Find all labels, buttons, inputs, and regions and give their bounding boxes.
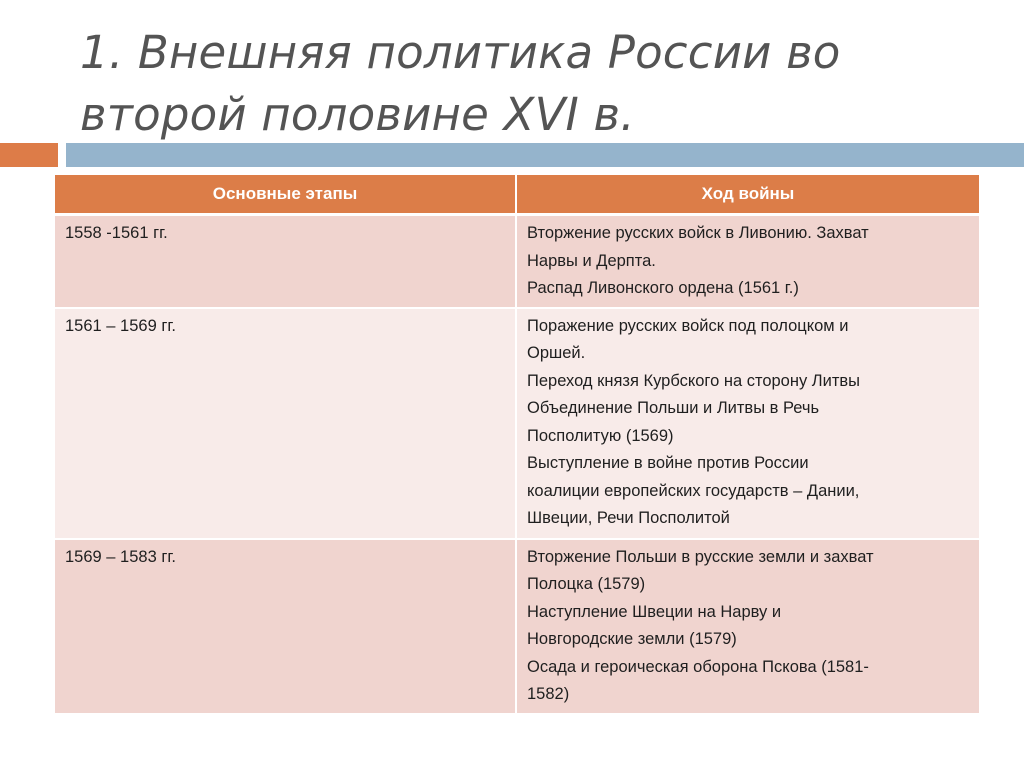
slide-title-line-1: 1. Внешняя политика России во xyxy=(80,26,841,79)
event-line: Полоцка (1579) xyxy=(527,575,646,593)
stage-cell: 1561 – 1569 гг. xyxy=(55,308,516,539)
event-line: Швеции, Речи Посполитой xyxy=(527,509,730,527)
slide-title xyxy=(80,22,980,146)
event-line: Поражение русских войск под полоцком и xyxy=(527,316,849,335)
event-line: Объединение Польши и Литвы в Речь xyxy=(527,399,820,417)
event-line: Посполитую (1569) xyxy=(527,426,674,445)
table-row xyxy=(55,539,979,714)
header-course-of-war: Ход войны xyxy=(516,175,979,215)
event-line: Вторжение русских войск в Ливонию. Захват xyxy=(527,224,869,242)
accent-bar-orange xyxy=(0,143,58,167)
table-header-row xyxy=(55,175,979,215)
event-line: Распад Ливонского ордена (1561 г.) xyxy=(527,279,799,297)
event-line: Наступление Швеции на Нарву и xyxy=(527,602,782,621)
table-row xyxy=(55,215,979,308)
event-line: Новгородские земли (1579) xyxy=(527,630,737,648)
events-cell xyxy=(516,308,979,539)
stage-cell: 1569 – 1583 гг. xyxy=(55,539,516,714)
header-main-stages: Основные этапы xyxy=(55,175,516,215)
event-line: Нарвы и Дерпта. xyxy=(527,251,656,270)
event-line: Осада и героическая оборона Пскова (1581- xyxy=(527,657,869,676)
events-cell xyxy=(516,215,979,308)
event-line: Оршей. xyxy=(527,344,586,362)
slide-title-line-2: второй половине XVI в. xyxy=(80,88,635,141)
accent-bar-blue xyxy=(66,143,1024,167)
table-row xyxy=(55,308,979,539)
event-line: Выступление в войне против России xyxy=(527,454,809,472)
war-stages-table xyxy=(55,175,979,715)
events-cell xyxy=(516,539,979,714)
event-line: Переход князя Курбского на сторону Литвы xyxy=(527,371,861,390)
event-line: коалиции европейских государств – Дании, xyxy=(527,481,860,500)
stage-cell: 1558 -1561 гг. xyxy=(55,215,516,308)
event-line: Вторжение Польши в русские земли и захват xyxy=(527,547,874,566)
event-line: 1582) xyxy=(527,685,570,703)
